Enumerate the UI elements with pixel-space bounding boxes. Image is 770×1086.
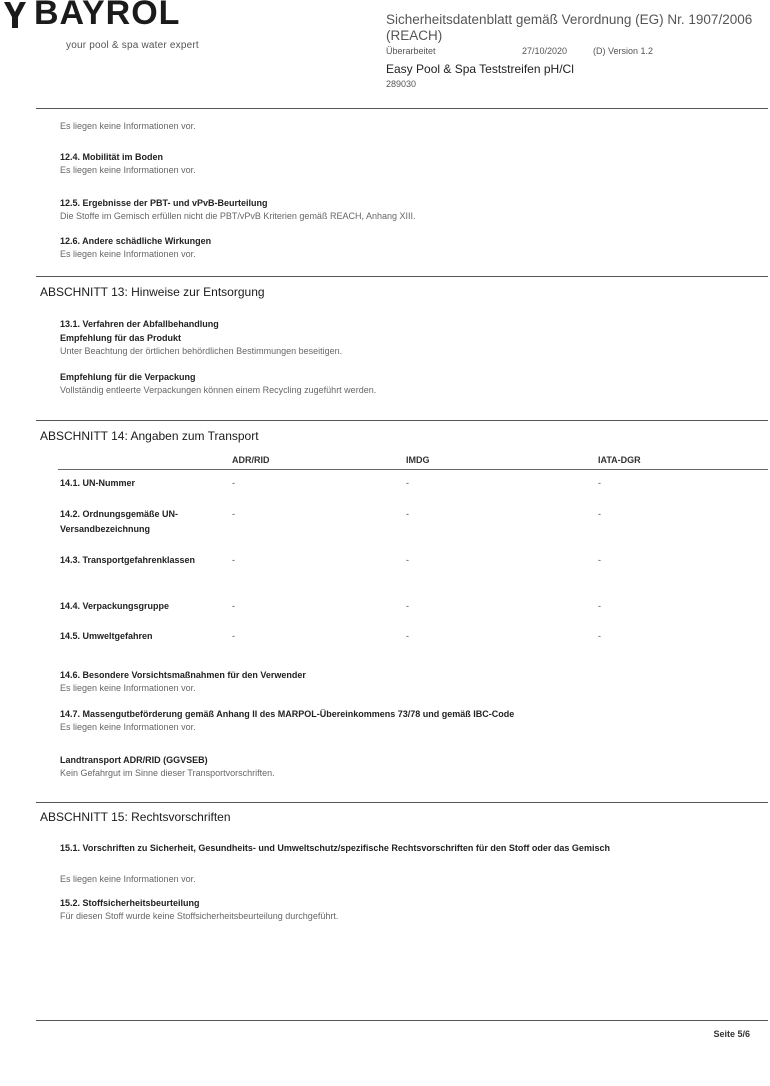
sec13-packaging-title: Empfehlung für die Verpackung bbox=[60, 372, 196, 382]
sec12-6-title: 12.6. Andere schädliche Wirkungen bbox=[60, 236, 212, 246]
sec15-1-title: 15.1. Vorschriften zu Sicherheit, Gesundheits- und Umweltschutz/spezifische Rechtsvorschriften für den Stoff oder das Gemisch bbox=[60, 843, 610, 853]
section-divider-15 bbox=[36, 802, 768, 803]
document-meta bbox=[386, 46, 766, 58]
transport-cell: - bbox=[598, 631, 601, 641]
section-13-heading: ABSCHNITT 13: Hinweise zur Entsorgung bbox=[40, 285, 265, 299]
sec15-2-title: 15.2. Stoffsicherheitsbeurteilung bbox=[60, 898, 200, 908]
sec12-4-title: 12.4. Mobilität im Boden bbox=[60, 152, 164, 162]
product-name: Easy Pool & Spa Teststreifen pH/Cl bbox=[386, 62, 574, 76]
sec12-5-title: 12.5. Ergebnisse der PBT- und vPvB-Beurteilung bbox=[60, 198, 268, 208]
transport-row-label: 14.2. Ordnungsgemäße UN-Versandbezeichnung bbox=[60, 509, 179, 534]
product-number: 289030 bbox=[386, 79, 417, 89]
transport-col-adr: ADR/RID bbox=[232, 455, 270, 465]
transport-cell: - bbox=[406, 555, 409, 565]
section-divider-13 bbox=[36, 276, 768, 277]
transport-cell: - bbox=[232, 555, 235, 565]
transport-cell: - bbox=[406, 631, 409, 641]
page-number: Seite 5/6 bbox=[713, 1029, 750, 1039]
document-info bbox=[386, 12, 766, 89]
logo-tagline: your pool & spa water expert bbox=[66, 40, 199, 51]
document-version: (D) Version 1.2 bbox=[593, 46, 654, 56]
sec12-4-text: Es liegen keine Informationen vor. bbox=[60, 165, 196, 175]
sec13-product-title: Empfehlung für das Produkt bbox=[60, 333, 182, 343]
transport-row-label: 14.1. UN-Nummer bbox=[60, 478, 136, 488]
transport-cell: - bbox=[598, 478, 601, 488]
sec13-1-title: 13.1. Verfahren der Abfallbehandlung bbox=[60, 319, 219, 329]
sec12-intro-text: Es liegen keine Informationen vor. bbox=[60, 121, 196, 131]
transport-row-label: 14.4. Verpackungsgruppe bbox=[60, 601, 170, 611]
revised-label: Überarbeitet bbox=[386, 46, 436, 56]
transport-cell: - bbox=[232, 509, 235, 519]
land-transport-text: Kein Gefahrgut im Sinne dieser Transportvorschriften. bbox=[60, 768, 275, 778]
sec15-1-text: Es liegen keine Informationen vor. bbox=[60, 874, 196, 884]
revised-date: 27/10/2020 bbox=[522, 46, 568, 56]
section-divider-14 bbox=[36, 420, 768, 421]
transport-col-iata: IATA-DGR bbox=[598, 455, 641, 465]
transport-table-rule bbox=[58, 469, 768, 470]
bayrol-logo-icon bbox=[2, 0, 28, 30]
footer-divider bbox=[36, 1020, 768, 1021]
transport-cell: - bbox=[406, 478, 409, 488]
logo-wordmark: BAYROL bbox=[34, 0, 181, 32]
transport-cell: - bbox=[406, 601, 409, 611]
sec14-6-text: Es liegen keine Informationen vor. bbox=[60, 683, 196, 693]
transport-cell: - bbox=[232, 631, 235, 641]
transport-cell: - bbox=[406, 509, 409, 519]
transport-cell: - bbox=[598, 601, 601, 611]
header-divider bbox=[36, 108, 768, 109]
sec14-7-title: 14.7. Massengutbeförderung gemäß Anhang II des MARPOL-Übereinkommens 73/78 und gemäß IBC-Code bbox=[60, 709, 515, 719]
transport-cell: - bbox=[232, 478, 235, 488]
sec15-2-text: Für diesen Stoff wurde keine Stoffsicherheitsbeurteilung durchgeführt. bbox=[60, 911, 339, 921]
section-15-heading: ABSCHNITT 15: Rechtsvorschriften bbox=[40, 810, 231, 824]
sec13-product-text: Unter Beachtung der örtlichen behördlichen Bestimmungen beseitigen. bbox=[60, 346, 343, 356]
transport-cell: - bbox=[598, 555, 601, 565]
sec13-packaging-text: Vollständig entleerte Verpackungen können einem Recycling zugeführt werden. bbox=[60, 385, 377, 395]
sec14-6-title: 14.6. Besondere Vorsichtsmaßnahmen für den Verwender bbox=[60, 670, 306, 680]
document-title: Sicherheitsdatenblatt gemäß Verordnung (EG) Nr. 1907/2006 (REACH) bbox=[386, 12, 753, 43]
land-transport-title: Landtransport ADR/RID (GGVSEB) bbox=[60, 755, 208, 765]
transport-row-label: 14.5. Umweltgefahren bbox=[60, 631, 153, 641]
transport-col-imdg: IMDG bbox=[406, 455, 430, 465]
sec12-6-text: Es liegen keine Informationen vor. bbox=[60, 249, 196, 259]
sec12-5-text: Die Stoffe im Gemisch erfüllen nicht die PBT/vPvB Kriterien gemäß REACH, Anhang XIII. bbox=[60, 211, 416, 221]
sec14-7-text: Es liegen keine Informationen vor. bbox=[60, 722, 196, 732]
bayrol-logo bbox=[0, 0, 260, 60]
section-14-heading: ABSCHNITT 14: Angaben zum Transport bbox=[40, 429, 259, 443]
transport-cell: - bbox=[598, 509, 601, 519]
transport-row-label: 14.3. Transportgefahrenklassen bbox=[60, 555, 196, 565]
transport-cell: - bbox=[232, 601, 235, 611]
